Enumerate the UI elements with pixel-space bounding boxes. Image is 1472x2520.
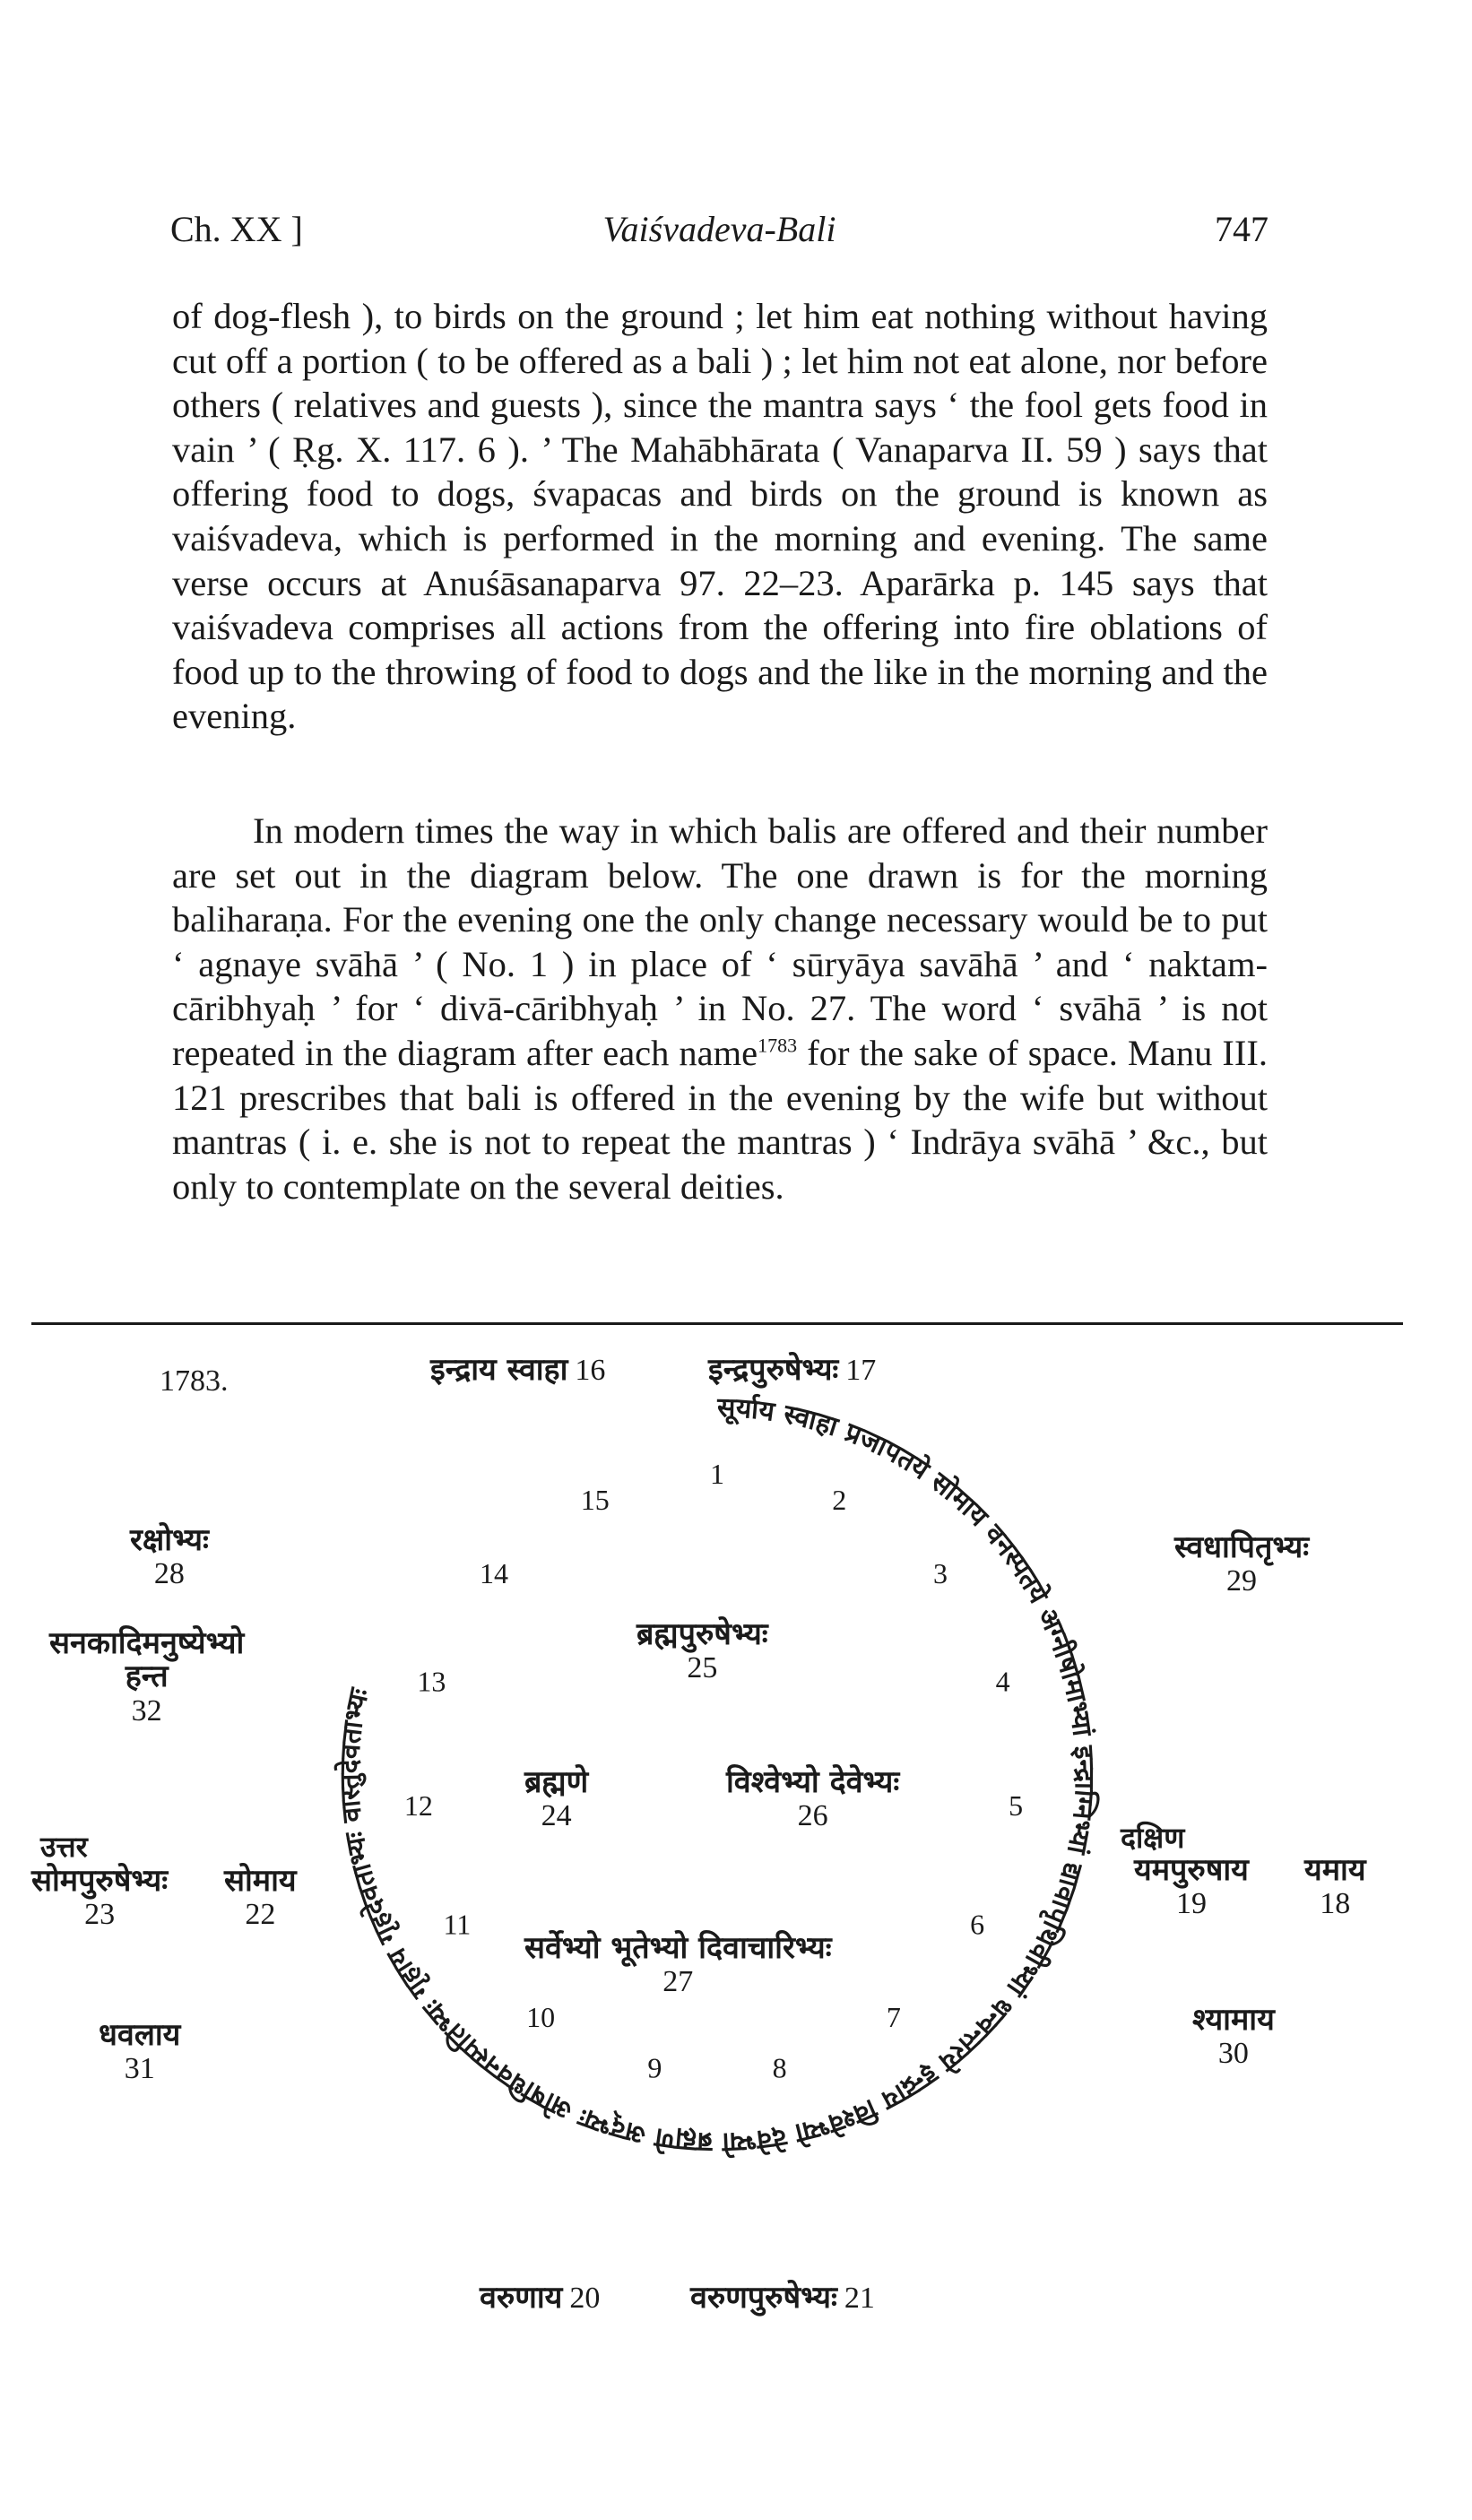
ring-number-11: 11 (443, 1908, 472, 1941)
varunaya-num: 20 (569, 2282, 601, 2315)
yamaya-num: 18 (1320, 1887, 1351, 1921)
ring-number-8: 8 (772, 2051, 787, 2084)
ring-text (333, 1391, 1101, 2159)
footnote-reference: 1783 (758, 1034, 798, 1057)
raksobhyah-text: रक्षोभ्यः (130, 1522, 209, 1558)
bali-circle (0, 1327, 1472, 2358)
ring-number-2: 2 (832, 1483, 847, 1516)
footnote-divider (31, 1322, 1403, 1325)
sanakadi-text-2: हन्त (125, 1658, 169, 1695)
somapurusha-num: 23 (84, 1898, 116, 1932)
vishvedevebhyah-text: विश्वेभ्यो देवेभ्यः (726, 1764, 900, 1800)
page-number: 747 (1215, 209, 1269, 249)
indraya-text: इन्द्राय स्वाहा (430, 1352, 568, 1388)
svadhapitribhyah-label (1174, 1531, 1309, 1598)
yamapurusha-label (1134, 1854, 1249, 1921)
somapurusha-label (31, 1865, 168, 1932)
vishvedevebhyah-num: 26 (797, 1799, 828, 1833)
yamapurusha-num: 19 (1175, 1887, 1207, 1921)
somaya-num: 22 (245, 1898, 276, 1932)
dhavalaya-label (99, 2019, 180, 2086)
ring-number-3: 3 (932, 1556, 948, 1589)
somapurusha-text: सोमपुरुषेभ्यः (31, 1863, 169, 1899)
paragraph-1 (172, 294, 1268, 739)
varunapurusha-num: 21 (844, 2282, 875, 2315)
yamaya-text: यमाय (1304, 1852, 1366, 1888)
footnote-marker: 1783. (160, 1364, 229, 1398)
indraya-label (430, 1354, 605, 1387)
shyamaya-label (1192, 2004, 1275, 2071)
indrapurusha-text: इन्द्रपुरुषेभ्यः (708, 1352, 839, 1388)
ring-number-12: 12 (403, 1789, 433, 1823)
indrapurusha-num: 17 (845, 1354, 877, 1387)
brahmane-num: 24 (541, 1799, 572, 1833)
chapter-label: Ch. XX ] (170, 209, 303, 249)
ring-number-1: 1 (710, 1458, 724, 1490)
paragraph-2-part-2: for the sake of space. Manu III. 121 prescribes that bali is offered in the evening by the wife but without mantras ( i. e. she is not to repeat the mantras ) ‘ Indrāya svāhā ’ &c., but only to contemplate on the several deities. (172, 1032, 1269, 1207)
sarvebhyo-label (524, 1932, 832, 1999)
somaya-text: सोमाय (224, 1863, 297, 1899)
brahmapurusha-text: ब्रह्मपुरुषेभ्यः (636, 1616, 768, 1652)
svadhapitribhyah-text: स्वधापितृभ्यः (1174, 1529, 1310, 1565)
sarvebhyo-num: 27 (662, 1965, 694, 1999)
dakshina-label: दक्षिण (1121, 1821, 1185, 1855)
vishvedevebhyah-label (726, 1766, 899, 1833)
paragraph-2-part-1: In modern times the way in which balis are offered and their number are set out in the diagram below. The one drawn is for the morning baliharaṇa. For the evening one the only change necessary would be to put ‘ agnaye svāhā ’ ( No. 1 ) in place of ‘ sūryāya savāhā ’ and ‘ naktam-cāribhyaḥ ’ for ‘ divā-cāribhyaḥ ’ in No. 27. The word ‘ svāhā ’ is not repeated in the diagram after each name (172, 810, 1268, 1073)
page-header (170, 208, 1269, 262)
raksobhyah-num: 28 (153, 1557, 185, 1591)
varunapurusha-label (690, 2282, 875, 2315)
varunaya-text: वरुणाय (480, 2280, 563, 2316)
sanakadi-text-1: सनकादिमनुष्येभ्यो (49, 1625, 245, 1661)
yamapurusha-text: यमपुरुषाय (1134, 1852, 1249, 1888)
indrapurusha-label (708, 1354, 876, 1387)
brahmane-text: ब्रह्मणे (524, 1764, 589, 1800)
shyamaya-num: 30 (1217, 2037, 1249, 2071)
indraya-num: 16 (575, 1354, 606, 1387)
paragraph-2-text (172, 809, 1268, 1208)
running-title: Vaiśvadeva-Bali (602, 209, 836, 249)
yamaya-label (1304, 1854, 1366, 1921)
dhavalaya-num: 31 (124, 2052, 155, 2086)
somaya-label (224, 1865, 297, 1932)
bali-diagram (0, 1327, 1472, 2358)
ring-text-path: सूर्याय स्वाहा प्रजापतये सोमाय वनस्पतये अग्नीषोमाभ्यां इन्द्राग्निभ्यां द्यावापृथिवीभ्यां धन्वन्तरये इन्द्राय विश्वेभ्यो देवेभ्यो ब्रह्मणे अद्भ्यः ओषधिवनस्पतिभ्यः गृहाय गृहदेवताभ्यः वास्तुदेवताभ्यः (333, 1391, 1101, 2159)
sarvebhyo-text: सर्वेभ्यो भूतेभ्यो दिवाचारिभ्यः (524, 1930, 832, 1966)
paragraph-1-text: of dog-flesh ), to birds on the ground ; let him eat nothing without having cut off a portion ( to be offered as a bali ) ; let him not eat alone, nor before others ( relatives and guests ), since the mantra says ‘ the fool gets food in vain ’ ( Ṛg. X. 117. 6 ). ’ The Mahābhārata ( Vanaparva II. 59 ) says that offering food to dogs, śvapacas and birds on the ground is known as vaiśvadeva, which is performed in the morning and evening. The same verse occurs at Anuśāsanaparva 97. 22–23. Aparārka p. 145 says that vaiśvadeva comprises all actions from the offering into fire oblations of food up to the throwing of food to dogs and the like in the morning and the evening. (172, 296, 1268, 737)
varunaya-label (480, 2282, 600, 2315)
ring-number-7: 7 (886, 2001, 901, 2034)
sanakadi-label (49, 1627, 244, 1728)
ring-number-10: 10 (526, 2001, 556, 2034)
dhavalaya-text: धवलाय (99, 2017, 181, 2053)
paragraph-2 (172, 809, 1268, 1208)
uttara-label: उत्तर (40, 1830, 88, 1864)
ring-guide (390, 1448, 1044, 2102)
brahmapurusha-label (636, 1618, 768, 1685)
brahmane-label (524, 1766, 588, 1833)
ring-number-5: 5 (1009, 1789, 1024, 1823)
shyamaya-text: श्यामाय (1192, 2002, 1275, 2038)
ring-number-15: 15 (580, 1483, 610, 1516)
raksobhyah-label (130, 1524, 209, 1591)
ring-number-13: 13 (417, 1665, 446, 1698)
ring-number-4: 4 (995, 1665, 1010, 1698)
ring-number-9: 9 (647, 2051, 662, 2084)
svadhapitribhyah-num: 29 (1226, 1564, 1258, 1598)
brahmapurusha-num: 25 (687, 1651, 718, 1685)
sanakadi-num: 32 (131, 1693, 162, 1728)
ring-number-6: 6 (970, 1908, 985, 1941)
varunapurusha-text: वरुणपुरुषेभ्यः (690, 2280, 837, 2316)
ring-number-14: 14 (480, 1556, 509, 1589)
